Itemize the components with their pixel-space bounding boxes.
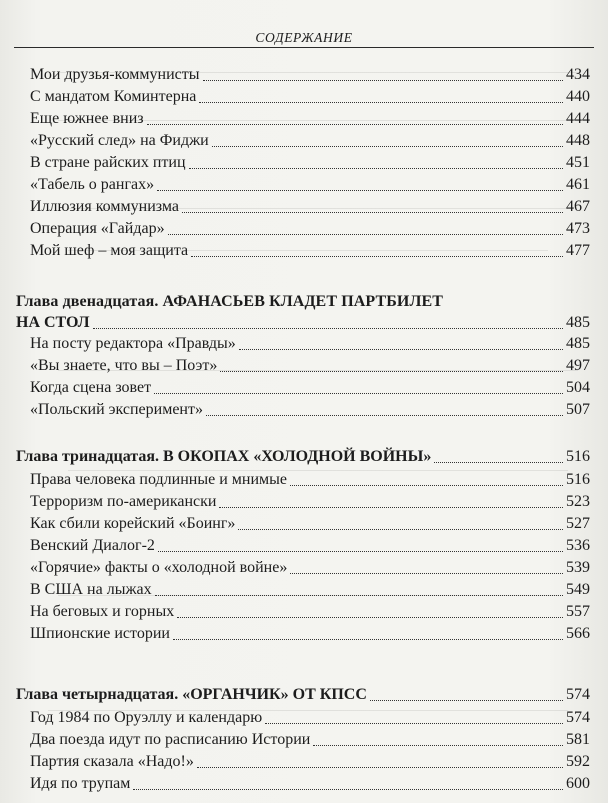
toc-entry[interactable] bbox=[30, 196, 590, 218]
toc-entry-title: Операция «Гайдар» bbox=[30, 220, 165, 237]
dot-leader bbox=[434, 462, 563, 463]
toc-entry-title: Два поезда идут по расписанию Истории bbox=[30, 731, 311, 748]
chapter-heading[interactable] bbox=[16, 446, 590, 468]
toc-entry-title: Еще южнее вниз bbox=[30, 110, 144, 127]
toc-entry[interactable] bbox=[30, 535, 590, 557]
dot-leader bbox=[212, 146, 563, 147]
toc-entry-page: 477 bbox=[566, 242, 590, 259]
toc-entry-title: Права человека подлинные и мнимые bbox=[30, 471, 287, 488]
toc-entry-page: 536 bbox=[566, 537, 590, 554]
toc-entry-title: «Русский след» на Фиджи bbox=[30, 132, 209, 149]
toc-entry[interactable] bbox=[30, 333, 590, 355]
toc-entry[interactable] bbox=[30, 218, 590, 240]
toc-entry[interactable] bbox=[30, 469, 590, 491]
toc-entry[interactable] bbox=[30, 377, 590, 399]
toc-entry[interactable] bbox=[30, 707, 590, 729]
chapter-heading-title: Глава четырнадцатая. «ОРГАНЧИК» ОТ КПСС bbox=[16, 686, 367, 703]
toc-entry-title: Как сбили корейский «Боинг» bbox=[30, 515, 236, 532]
toc-entry-page: 549 bbox=[566, 581, 590, 598]
toc-entry[interactable] bbox=[30, 557, 590, 579]
toc-entry-page: 497 bbox=[566, 357, 590, 374]
toc-entry-page: 600 bbox=[566, 775, 590, 792]
toc-entry-page: 516 bbox=[566, 471, 590, 488]
toc-entry-title: Венский Диалог-2 bbox=[30, 537, 155, 554]
dot-leader bbox=[173, 639, 563, 640]
toc-entry[interactable] bbox=[30, 729, 590, 751]
dot-leader bbox=[147, 124, 563, 125]
dot-leader bbox=[155, 595, 563, 596]
toc-entry-page: 467 bbox=[566, 198, 590, 215]
dot-leader bbox=[219, 507, 563, 508]
dot-leader bbox=[290, 573, 563, 574]
chapter-heading-page: 516 bbox=[566, 448, 590, 465]
toc-entry-page: 557 bbox=[566, 603, 590, 620]
dot-leader bbox=[290, 485, 563, 486]
toc-entry-title: В стране райских птиц bbox=[30, 154, 186, 171]
toc-entry-page: 592 bbox=[566, 753, 590, 770]
toc-entry-page: 473 bbox=[566, 220, 590, 237]
toc-entry[interactable] bbox=[30, 513, 590, 535]
toc-entry[interactable] bbox=[30, 399, 590, 421]
chapter-heading[interactable] bbox=[16, 684, 590, 706]
toc-entry-title: Шпионские истории bbox=[30, 625, 170, 642]
toc-entry-title: «Табель о рангах» bbox=[30, 176, 155, 193]
dot-leader bbox=[203, 80, 564, 81]
toc-entry-title: Год 1984 по Оруэллу и календарю bbox=[30, 709, 263, 726]
toc-entry-page: 461 bbox=[566, 176, 590, 193]
header-divider bbox=[14, 47, 594, 48]
toc-entry-title: Мои друзья-коммунисты bbox=[30, 66, 200, 83]
dot-leader bbox=[313, 745, 563, 746]
dot-leader bbox=[177, 617, 563, 618]
dot-leader bbox=[154, 393, 563, 394]
toc-entry[interactable] bbox=[30, 130, 590, 152]
toc-entry-title: Терроризм по-американски bbox=[30, 493, 217, 510]
toc-entry[interactable] bbox=[30, 108, 590, 130]
chapter-heading-line[interactable]: Глава двенадцатая. АФАНАСЬЕВ КЛАДЕТ ПАРТБИЛЕТ bbox=[16, 293, 444, 310]
toc-entry-page: 504 bbox=[566, 379, 590, 396]
toc-entry-page: 440 bbox=[566, 88, 590, 105]
dot-leader bbox=[93, 328, 563, 329]
dot-leader bbox=[189, 168, 563, 169]
dot-leader bbox=[370, 700, 563, 701]
dot-leader bbox=[199, 102, 563, 103]
dot-leader bbox=[220, 371, 563, 372]
toc-entry-page: 539 bbox=[566, 559, 590, 576]
toc-entry-page: 451 bbox=[566, 154, 590, 171]
toc-entry[interactable] bbox=[30, 240, 590, 262]
chapter-heading-page: 485 bbox=[566, 314, 590, 331]
toc-entry-page: 485 bbox=[566, 335, 590, 352]
toc-entry[interactable] bbox=[30, 773, 590, 795]
dot-leader bbox=[133, 789, 563, 790]
toc-entry-title: Когда сцена зовет bbox=[30, 379, 152, 396]
chapter-heading-title: Глава тринадцатая. В ОКОПАХ «ХОЛОДНОЙ ВОЙНЫ» bbox=[16, 448, 432, 465]
toc-entry-title: Мой шеф – моя защита bbox=[30, 242, 189, 259]
toc-entry[interactable] bbox=[30, 491, 590, 513]
toc-entry[interactable] bbox=[30, 601, 590, 623]
toc-entry[interactable] bbox=[30, 579, 590, 601]
toc-entry-page: 507 bbox=[566, 401, 590, 418]
toc-entry-page: 523 bbox=[566, 493, 590, 510]
dot-leader bbox=[265, 723, 563, 724]
toc-entry[interactable] bbox=[30, 623, 590, 645]
toc-entry[interactable] bbox=[30, 355, 590, 377]
dot-leader bbox=[157, 190, 563, 191]
toc-entry-page: 444 bbox=[566, 110, 590, 127]
toc-entry-page: 581 bbox=[566, 731, 590, 748]
toc-entry-title: На беговых и горных bbox=[30, 603, 175, 620]
toc-entry-title: «Вы знаете, что вы – Поэт» bbox=[30, 357, 218, 374]
toc-entry-title: «Горячие» факты о «холодной войне» bbox=[30, 559, 288, 576]
toc-entry-title: Иллюзия коммунизма bbox=[30, 198, 179, 215]
dot-leader bbox=[239, 349, 563, 350]
toc-entry[interactable] bbox=[30, 751, 590, 773]
dot-leader bbox=[158, 551, 563, 552]
toc-entry-title: Партия сказала «Надо!» bbox=[30, 753, 194, 770]
toc-entry-page: 434 bbox=[566, 66, 590, 83]
toc-entry[interactable] bbox=[30, 64, 590, 86]
dot-leader bbox=[182, 212, 563, 213]
toc-entry[interactable] bbox=[30, 174, 590, 196]
toc-entry-title: «Польский эксперимент» bbox=[30, 401, 203, 418]
page-header-title: СОДЕРЖАНИЕ bbox=[255, 30, 353, 45]
toc-entry-page: 566 bbox=[566, 625, 590, 642]
dot-leader bbox=[197, 767, 563, 768]
toc-entry-page: 448 bbox=[566, 132, 590, 149]
toc-entry-title: В США на лыжах bbox=[30, 581, 152, 598]
toc-entry-page: 574 bbox=[566, 709, 590, 726]
toc-entry-title: С мандатом Коминтерна bbox=[30, 88, 197, 105]
chapter-heading-page: 574 bbox=[566, 686, 590, 703]
toc-entry-title: Идя по трупам bbox=[30, 775, 131, 792]
chapter-heading[interactable] bbox=[16, 312, 590, 334]
toc-entry-title: На посту редактора «Правды» bbox=[30, 335, 236, 352]
dot-leader bbox=[206, 415, 563, 416]
toc-entry[interactable] bbox=[30, 86, 590, 108]
toc-entry[interactable] bbox=[30, 152, 590, 174]
toc-entry-page: 527 bbox=[566, 515, 590, 532]
dot-leader bbox=[238, 529, 563, 530]
chapter-heading-title: НА СТОЛ bbox=[16, 314, 90, 331]
dot-leader bbox=[168, 234, 563, 235]
dot-leader bbox=[191, 256, 563, 257]
